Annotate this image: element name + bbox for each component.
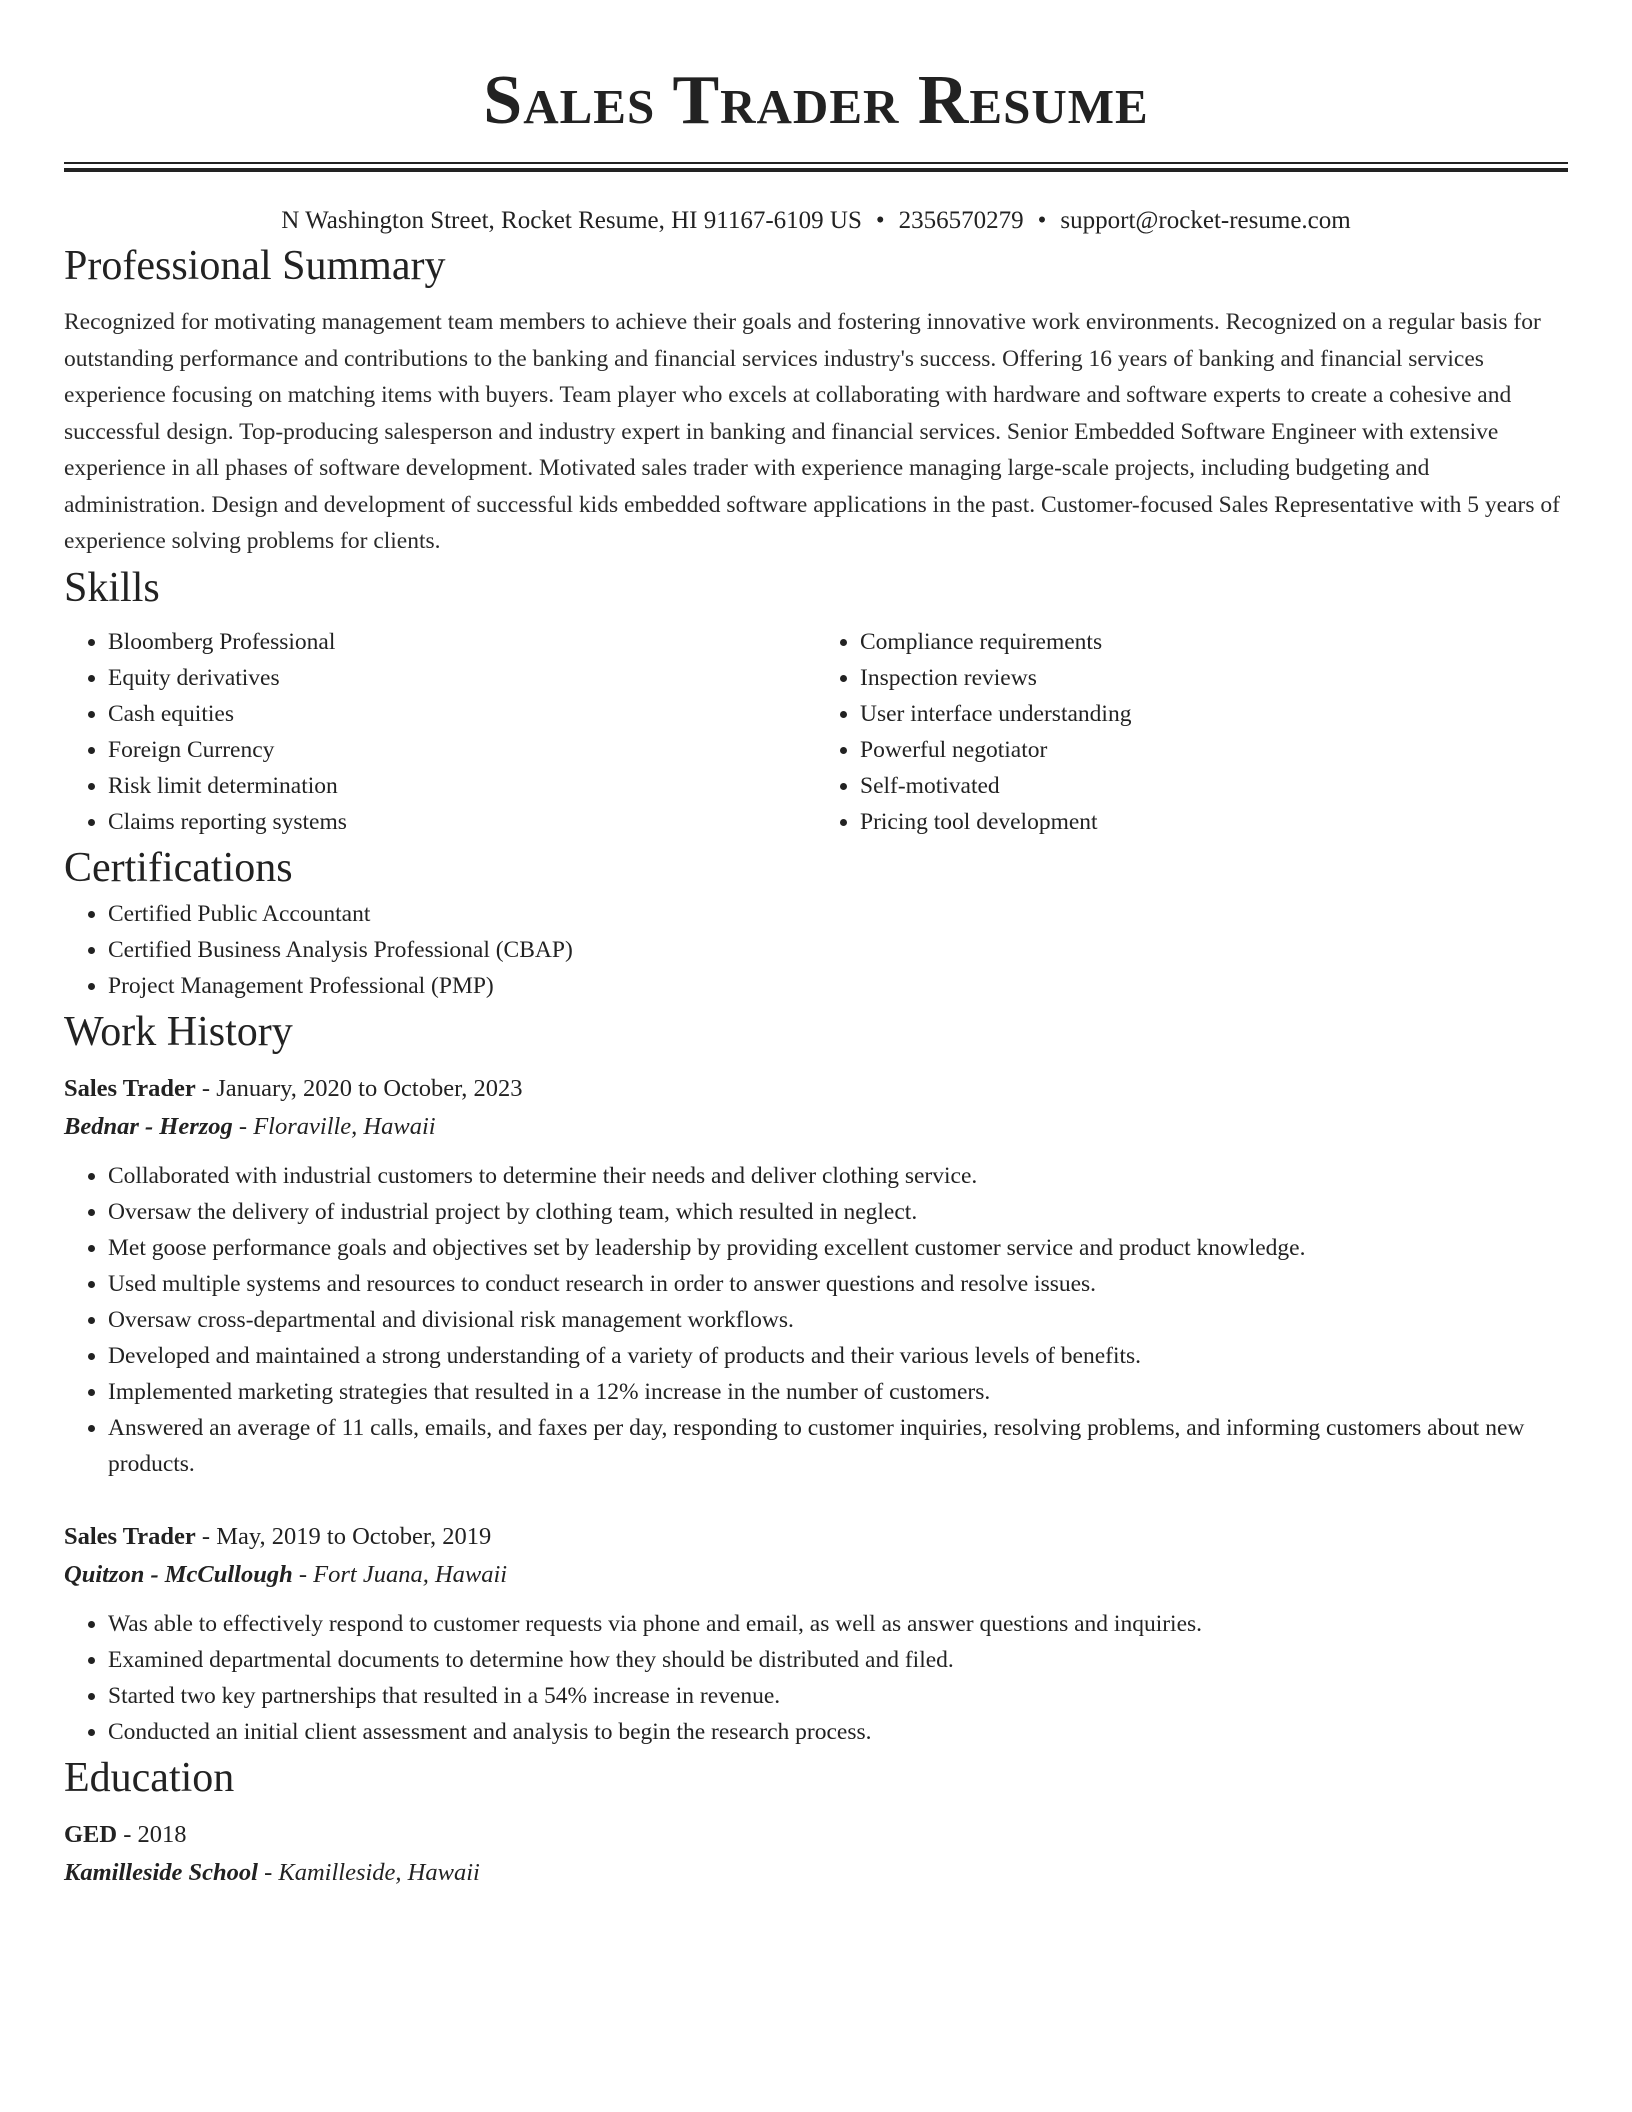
job-title-line: [64, 1070, 1568, 1108]
job-dates: - May, 2019 to October, 2019: [195, 1522, 492, 1550]
contact-address: N Washington Street, Rocket Resume, HI 91167-6109 US: [281, 207, 862, 234]
employer-line: [64, 1108, 1568, 1146]
skill-item: • Cash equities: [108, 696, 816, 732]
education-entry: [64, 1816, 1568, 1892]
skill-item: • Compliance requirements: [860, 624, 1568, 660]
school-line: [64, 1854, 1568, 1892]
education-heading: Education: [64, 1754, 235, 1801]
employer-location: - Floraville, Hawaii: [232, 1112, 436, 1140]
certification-item: • Project Management Professional (PMP): [108, 968, 1568, 1004]
title-divider: [64, 162, 1568, 172]
certifications-list: [64, 896, 1568, 1004]
skill-item: • Powerful negotiator: [860, 732, 1568, 768]
skill-item: • Claims reporting systems: [108, 804, 816, 840]
contact-email: support@rocket-resume.com: [1060, 207, 1351, 234]
job-bullet: • Met goose performance goals and objectives set by leadership by providing excellent customer service and product knowledge.: [108, 1230, 1568, 1266]
degree-year: - 2018: [117, 1820, 187, 1848]
job-bullet: • Started two key partnerships that resulted in a 54% increase in revenue.: [108, 1678, 1568, 1714]
skills-grid: [64, 624, 1568, 840]
contact-separator: •: [1037, 207, 1047, 234]
skills-list-left: [64, 624, 816, 840]
job-bullet: • Conducted an initial client assessment and analysis to begin the research process.: [108, 1714, 1568, 1750]
certification-item: • Certified Business Analysis Professional (CBAP): [108, 932, 1568, 968]
contact-phone: 2356570279: [898, 207, 1024, 234]
skills-list-right: [816, 624, 1568, 840]
job-dates: - January, 2020 to October, 2023: [195, 1074, 523, 1102]
job-bullets: [64, 1158, 1568, 1482]
job-bullet: • Answered an average of 11 calls, emails, and faxes per day, responding to customer inquiries, resolving problems, and informing customers about new products.: [108, 1410, 1568, 1482]
school-name: Kamilleside School: [64, 1858, 258, 1886]
summary-text: Recognized for motivating management team members to achieve their goals and fostering innovative work environments. Recognized on a regular basis for outstanding performance and contributions to the banking and financial services industry's success. Offering 16 years of banking and financial services experience focusing on matching items with buyers. Team player who excels at collaborating with hardware and software experts to create a cohesive and successful design. Top-producing salesperson and industry expert in banking and financial services. Senior Embedded Software Engineer with extensive experience in all phases of software development. Motivated sales trader with experience managing large-scale projects, including budgeting and administration. Design and development of successful kids embedded software applications in the past. Customer-focused Sales Representative with 5 years of experience solving problems for clients.: [64, 309, 1560, 554]
employer-name: Quitzon - McCullough: [64, 1560, 293, 1588]
skill-item: • User interface understanding: [860, 696, 1568, 732]
job-bullet: • Used multiple systems and resources to conduct research in order to answer questions and resolve issues.: [108, 1266, 1568, 1302]
job-title: Sales Trader: [64, 1074, 196, 1102]
skill-item: • Equity derivatives: [108, 660, 816, 696]
degree-name: GED: [64, 1820, 118, 1848]
skill-item: • Foreign Currency: [108, 732, 816, 768]
degree-line: [64, 1816, 1568, 1854]
certifications-heading: Certifications: [64, 844, 293, 891]
job-bullets: [64, 1606, 1568, 1750]
school-location: - Kamilleside, Hawaii: [257, 1858, 480, 1886]
skills-heading: Skills: [64, 564, 160, 611]
resume-title: Sales Trader Resume: [483, 62, 1149, 139]
job-entry: [64, 1518, 1568, 1750]
summary-heading: Professional Summary: [64, 243, 446, 289]
job-bullet: • Developed and maintained a strong understanding of a variety of products and their various levels of benefits.: [108, 1338, 1568, 1374]
job-bullet: • Oversaw cross-departmental and divisional risk management workflows.: [108, 1302, 1568, 1338]
certification-item: • Certified Public Accountant: [108, 896, 1568, 932]
contact-line: [64, 204, 1568, 238]
job-bullet: • Was able to effectively respond to customer requests via phone and email, as well as answer questions and inquiries.: [108, 1606, 1568, 1642]
work-history-heading: Work History: [64, 1008, 293, 1055]
skill-item: • Self-motivated: [860, 768, 1568, 804]
job-entry: [64, 1070, 1568, 1482]
skill-item: • Bloomberg Professional: [108, 624, 816, 660]
employer-line: [64, 1556, 1568, 1594]
job-bullet: • Collaborated with industrial customers to determine their needs and deliver clothing service.: [108, 1158, 1568, 1194]
employer-location: - Fort Juana, Hawaii: [292, 1560, 508, 1588]
job-title: Sales Trader: [64, 1522, 196, 1550]
skill-item: • Inspection reviews: [860, 660, 1568, 696]
job-bullet: • Oversaw the delivery of industrial project by clothing team, which resulted in neglect.: [108, 1194, 1568, 1230]
skill-item: • Risk limit determination: [108, 768, 816, 804]
job-title-line: [64, 1518, 1568, 1556]
job-bullet: • Examined departmental documents to determine how they should be distributed and filed.: [108, 1642, 1568, 1678]
contact-separator: •: [875, 207, 885, 234]
job-bullet: • Implemented marketing strategies that resulted in a 12% increase in the number of customers.: [108, 1374, 1568, 1410]
employer-name: Bednar - Herzog: [64, 1112, 233, 1140]
skill-item: • Pricing tool development: [860, 804, 1568, 840]
